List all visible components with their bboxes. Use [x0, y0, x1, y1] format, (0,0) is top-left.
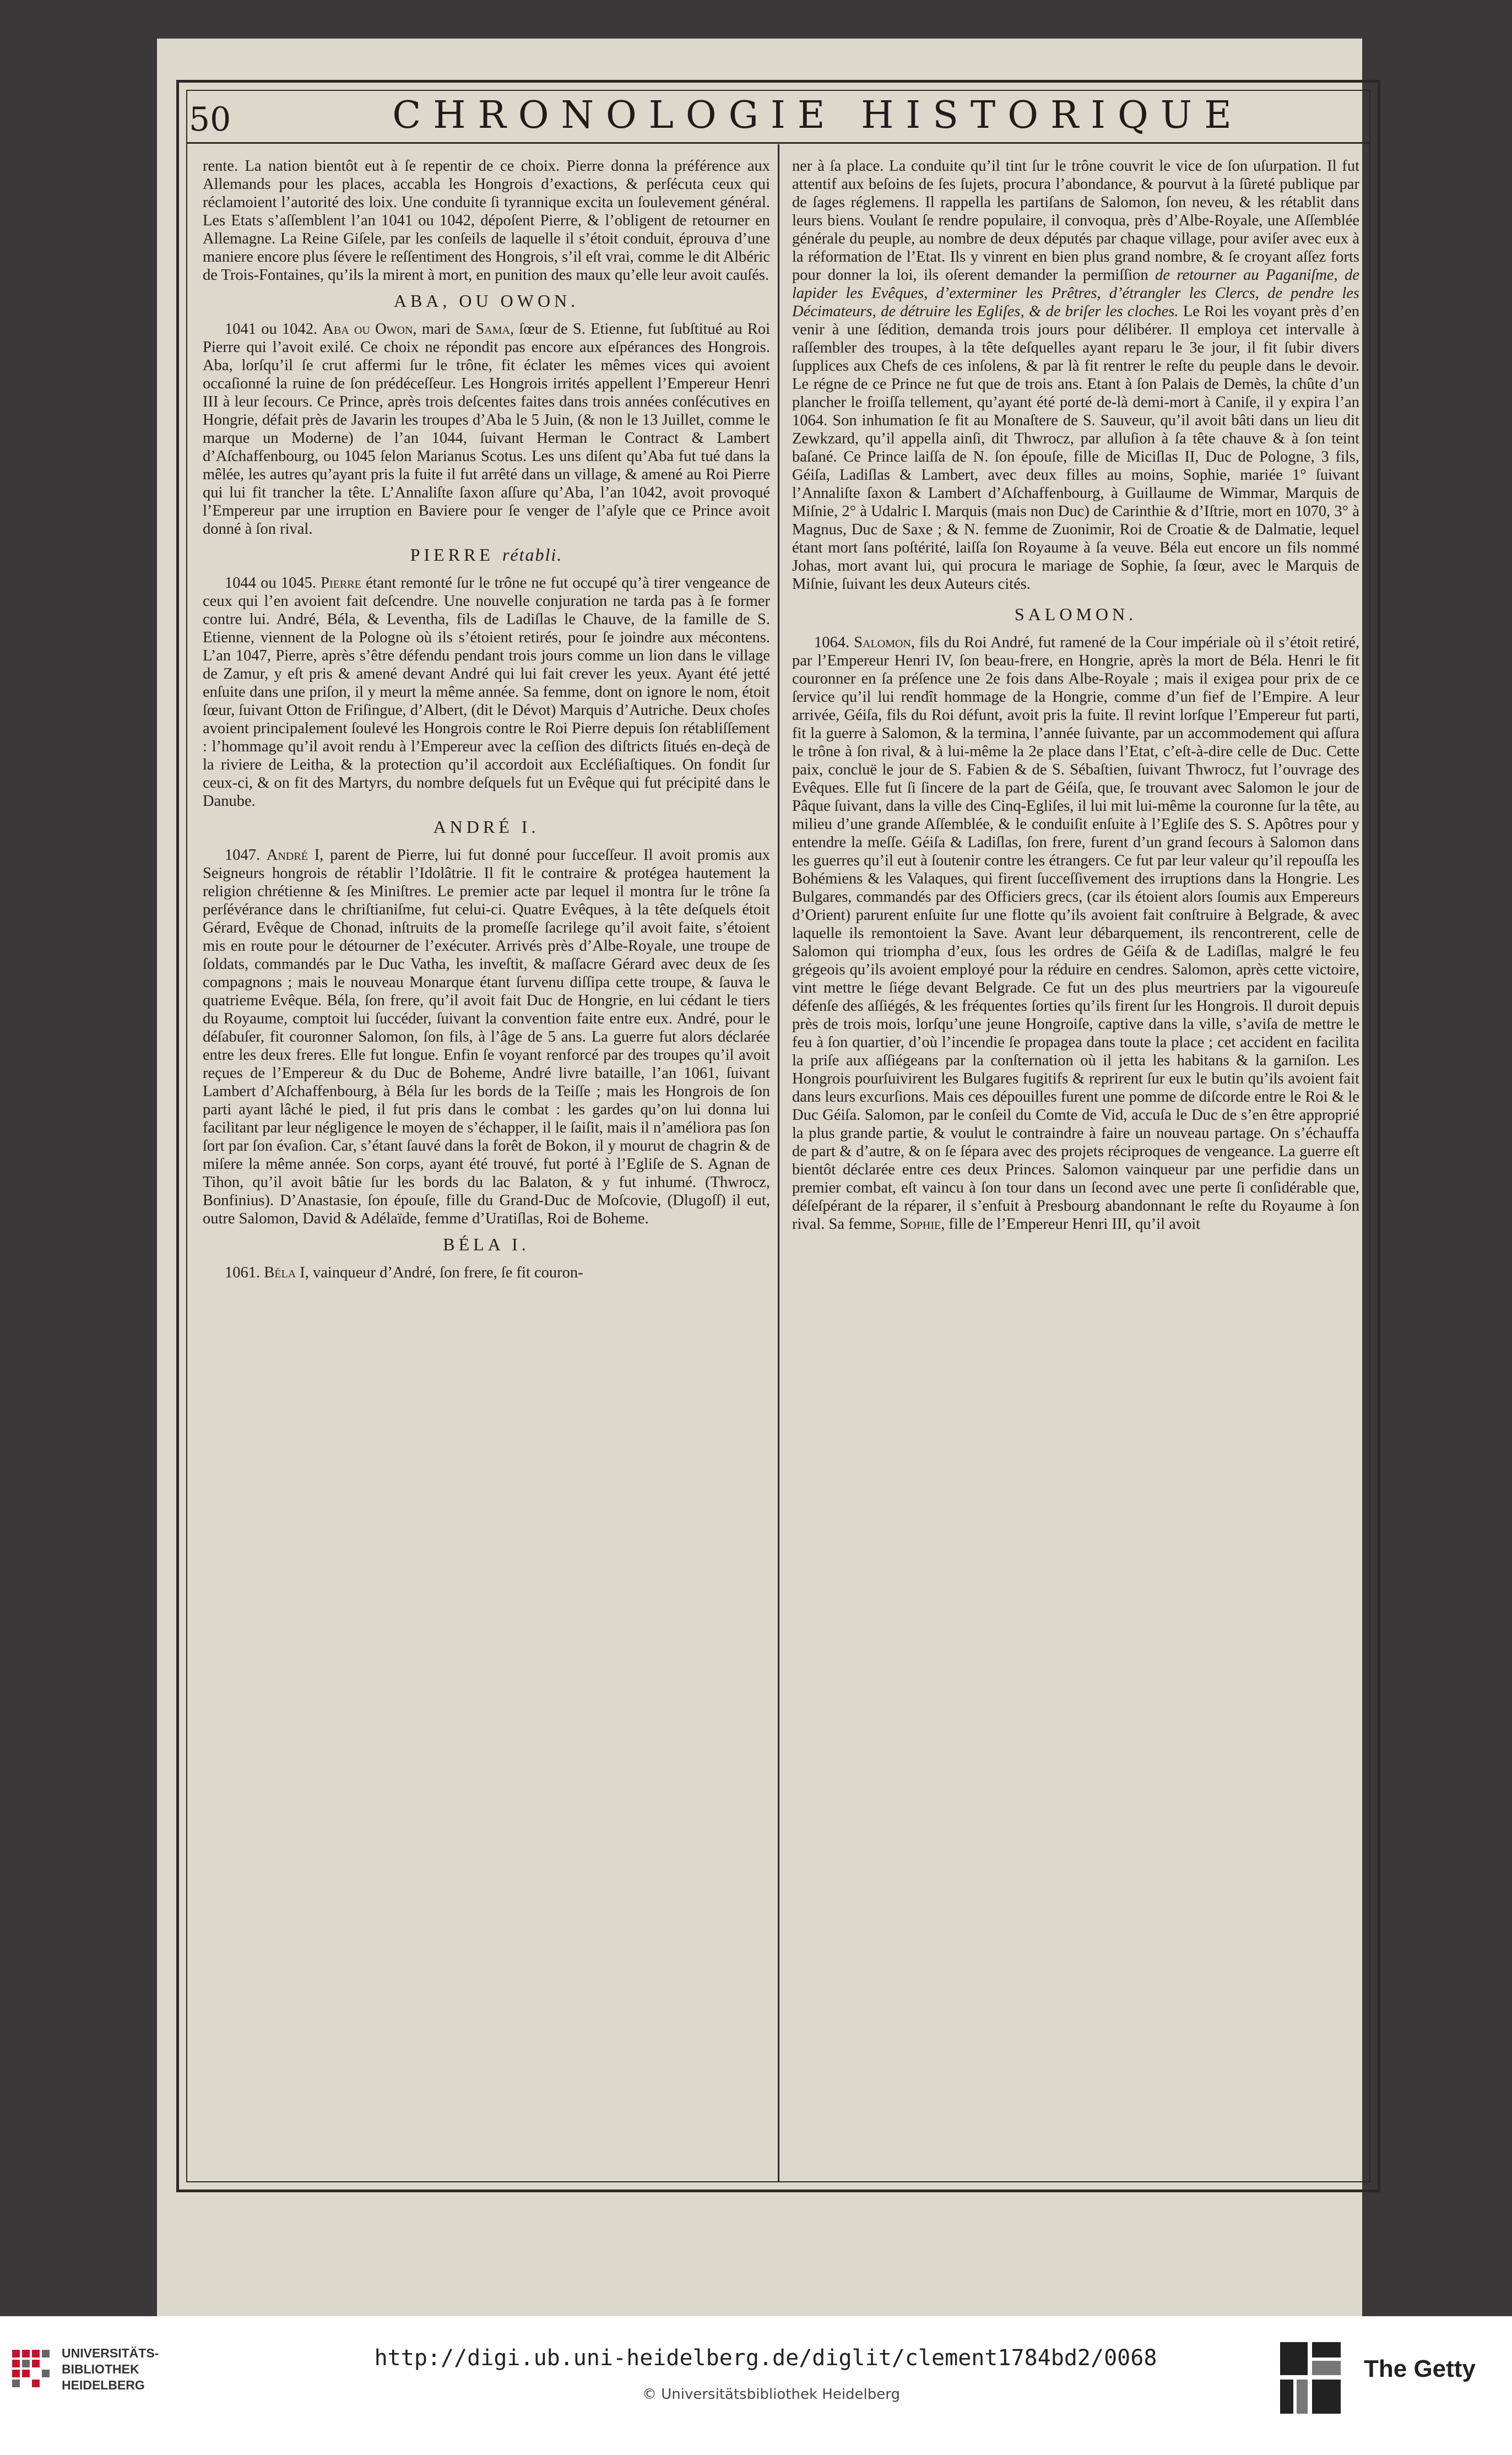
- paragraph-text-end: Le Roi les voyant près d’en venir à une ſédition, demanda trois jours pour délibérer. Il employa cet intervalle à raſſembler des troupes, à la tête deſquelles ayant reparu le 3e jour, il fit ſubir divers ſupplices aux Chefs de ces inſolens, & par là fit rentrer le reſte du peuple dans le devoir. Le régne de ce Prince ne fut que de trois ans. Etant à ſon Palais de Demès, la chûte d’un plancher le froiſſa tellement, qu’ayant été porté de-là demi-mort à Caniſe, il y expira l’an 1064. Son inhumation ſe fit au Monaſtere de S. Sauveur, qu’il avoit bâti dans un lieu dit Zewkzard, qu’il appella ainſi, dit Thwrocz, par alluſion à ſa tête chauve & à ſon teint baſané. Ce Prince laiſſa de N. ſon épouſe, fille de Miciſlas II, Duc de Pologne, 3 fils, Géiſa, Ladiſlas & Lambert, avec deux filles au moins, Sophie, mariée 1° ſuivant l’Annaliſte ſaxon & Lambert d’Aſchaffenbourg, à Guillaume de Wimmar, Marquis de Miſnie, 2° à Udalric I. Marquis (mais non Duc) de Carinthie & d’Iſtrie, mort en 1070, 3° à Magnus, Duc de Saxe ; & N. femme de Zuonimir, Roi de Croatie & de Dalmatie, lequel étant mort ſans poſtérité, laiſſa ſon Royaume à ſa veuve. Béla eut encore un fils nommé Johas, mort avant lui, qui procura le mariage de Sophie, ſa ſœur, avec le Marquis de Miſnie, ſuivant les deux Auteurs cités.: [792, 303, 1360, 593]
- paragraph-intro: rente. La nation bientôt eut à ſe repentir de ce choix. Pierre donna la préférence aux Allemands pour les places, accabla les Hongrois d’exactions, & perſécuta ceux qui réclamoient l’autorité des loix. Une conduite ſi tyrannique excita un ſoulevement général. Les Etats s’aſſemblent l’an 1041 ou 1042, dépoſent Pierre, & l’obligent de retourner en Allemagne. La Reine Giſele, par les conſeils de laquelle il s’étoit conduit, éprouva d’une maniere encore plus ſévere le reſſentiment des Hongrois, s’il eſt vrai, comme le dit Albéric de Trois-Fontaines, qu’ils la mirent à mort, en punition des maux qu’elle leur avoit cauſés.: [203, 158, 770, 284]
- left-column: [203, 157, 770, 1282]
- paragraph-pierre: [203, 574, 770, 810]
- getty-name: The Getty: [1364, 2355, 1476, 2382]
- person-name: Sophie,: [899, 1216, 945, 1233]
- paragraph-text: fils du Roi André, fut ramené de la Cour impériale où il s’étoit retiré, par l’Empereur Henri IV, ſon beau-frere, en Hongrie, après la mort de Béla. Henri le fit couronner en ſa préſence une 2e fois dans Albe-Royale ; mais il exigea pour prix de ce ſervice qu’il lui rendît hommage de la Hongrie, comme d’un fief de l’Empire. A leur arrivée, Géiſa, fils du Roi défunt, avoit pris la fuite. Il revint lorſque l’Empereur fut parti, fit la guerre à Salomon, & la termina, l’année ſuivante, par un accommodement qui aſſura le trône à ſon rival, & à lui-même la 2e place dans l’Etat, c’eſt-à-dire celle de Duc. Cette paix, concluë le jour de S. Fabien & de S. Sébaſtien, ſuivant Thwrocz, fut l’ouvrage des Evêques. Elle fut ſi ſincere de la part de Géiſa, que, ſe trouvant avec Salomon le jour de Pâque ſuivant, dans la ville des Cinq-Egliſes, il lui mit lui-même la couronne ſur la tête, au milieu d’une grande Aſſemblée, & le conduiſit enſuite à l’Egliſe des S. S. Apôtres pour y entendre la meſſe. Géiſa & Ladiſlas, ſon frere, furent d’un grand ſecours à Salomon dans les guerres qu’il eut à ſoutenir contre les étrangers. Ce fut par leur valeur qu’il repouſſa les Bohémiens & les Valaques, qui firent ſucceſſivement des irruptions dans la Hongrie. Les Bulgares, commandés par des Officiers grecs, (car ils étoient alors ſoumis aux Empereurs d’Orient) parurent enſuite ſur une flotte qu’ils avoient fait conſtruire à Belgrade, & avec laquelle ils remontoient la Save. Avant leur débarquement, ils rencontrerent, celle de Salomon qui triompha d’eux, ſous les ordres de Géiſa & de Ladiſlas, malgré le feu grégeois qu’ils avoient employé pour la réduire en cendres. Salomon, après cette victoire, vint mettre le ſiége devant Belgrade. Ce fut un des plus meurtriers par la vigoureuſe défenſe des aſſiégés, & les fréquentes ſorties qu’ils firent ſur les Hongrois. Il duroit depuis près de trois mois, lorſqu’une jeune Hongroiſe, captive dans la ville, s’aviſa de mettre le feu à ſon quartier, d’où l’incendie ſe propagea dans toute la place ; cet accident en facilita la priſe aux aſſiégeans par la conſternation où il jetta les habitans & la garniſon. Les Hongrois pourſuivirent les Bulgares fugitifs & reprirent ſur eux le butin qu’ils avoient fait dans leurs excurſions. Mais ces dépouilles furent une pomme de diſcorde entre le Roi & le Duc Géiſa. Salomon, par le conſeil du Comte de Vid, accuſa le Duc de s’en être approprié la plus grande partie, & voulut le contraindre à faire un nouveau partage. On s’échauffa de part & d’autre, & on ſe ſépara avec des projets réciproques de vengeance. La guerre eſt bientôt déclarée entre ces deux Princes. Salomon vainqueur par une perfidie dans un premier combat, eſt vaincu à ſon tour dans un ſecond avec une perte ſi conſidérable que, déſeſpérant de la réparer, il s’enfuit à Presbourg abandonnant le reſte du Royaume à ſon rival. Sa femme,: [792, 634, 1359, 1233]
- paragraph-text-end: fille de l’Empereur Henri III, qu’il avoit: [949, 1216, 1201, 1233]
- getty-logo-icon: [1277, 2339, 1344, 2417]
- italic-quote: de retourner au Paganiſme, de lapider les Evêques, d’exterminer les Prêtres, d’étrangler les Clercs, de pendre les Décimateurs, de détruire les Egliſes, & de briſer les cloches.: [792, 267, 1360, 320]
- paragraph-text: ner à ſa place. La conduite qu’il tint ſur le trône couvrit le vice de ſon uſurpation. Il fut attentif aux beſoins de ſes ſujets, procura l’abondance, & pourvut à la ſûreté publique par de ſages réglemens. Il rappella les partiſans de Salomon, ſon neveu, & les rétablit dans leurs biens. Voulant ſe rendre populaire, il convoqua, près d’Albe-Royale, une Aſſemblée générale du peuple, au nombre de deux députés par chaque village, pour aviſer avec eux à la réformation de l’Etat. Ils y vinrent en bien plus grand nombre, & ſe croyant aſſez forts pour donner la loi, ils oſerent demander la permiſſion: [792, 158, 1359, 284]
- year-label: 1044 ou 1045.: [225, 575, 316, 592]
- university-library-name: [62, 2345, 159, 2393]
- heading-text: PIERRE: [410, 545, 494, 565]
- person-name: Sama,: [475, 321, 514, 338]
- paragraph-text: étant remonté ſur le trône ne fut occupé qu’à tirer vengeance de ceux qui l’en avoient fait deſcendre. Une nouvelle conjuration ne tarda pas à ſe former contre lui. André, Béla, & Leventha, fils de Ladiſlas le Chauve, de la famille de S. Etienne, viennent de la Pologne où ils s’étoient retirés, pour ſe joindre aux mécontens. L’an 1047, Pierre, après s’être défendu pendant trois jours comme un lion dans le village de Zamur, y eſt pris & amené devant André qui lui fait crever les yeux. Ayant été jetté enſuite dans une priſon, il y meurt la même année. Sa femme, dont on ignore le nom, étoit ſœur, ſuivant Otton de Friſingue, d’Albert, (dit le Dévot) Marquis d’Autriche. Deux choſes avoient principalement ſoulevé les Hongrois contre le Roi Pierre depuis ſon rétabliſſement : l’hommage qu’il avoit rendu à l’Empereur avec la ceſſion des diſtricts ſitués en-deçà de la riviere de Leitha, & la protection qu’il accordoit aux Eccléſiaſtiques. On fondit ſur ceux-ci, & on fit des Martyrs, du nombre deſquels fut un Evêque qui fut précipité dans le Danube.: [203, 575, 771, 810]
- ruler-name: Salomon,: [854, 634, 915, 651]
- section-heading-salomon: SALOMON.: [1014, 604, 1137, 624]
- copyright-notice: © Universitätsbibliothek Heidelberg: [642, 2386, 900, 2403]
- section-heading-andre: ANDRÉ I.: [433, 817, 540, 837]
- university-library-logo-icon: [10, 2348, 53, 2391]
- ruler-name: Pierre: [321, 575, 361, 592]
- right-column: [792, 157, 1359, 1233]
- section-heading-pierre: [203, 546, 770, 564]
- year-label: 1061.: [225, 1264, 261, 1281]
- ruler-name: Aba ou Owon,: [322, 321, 417, 338]
- section-heading-bela: BÉLA I.: [443, 1234, 530, 1254]
- year-label: 1041 ou 1042.: [225, 321, 318, 338]
- library-name-line: BIBLIOTHEK: [62, 2362, 139, 2376]
- paragraph-bela: [203, 1264, 770, 1282]
- page-number: 50: [189, 100, 231, 139]
- paragraph-text: I, parent de Pierre, lui fut donné pour ſucceſſeur. Il avoit promis aux Seigneurs hongrois de rétablir l’Idolâtrie. Il fit le contraire & protégea hautement la religion chrétienne & ſes Miniſtres. Le premier acte par lequel il montra ſur le trône ſa perſévérance dans le chriſtianiſme, fut celui-ci. Quatre Evêques, à la tête deſquels étoit Gérard, Evêque de Chonad, inſtruits de la promeſſe ſacrilege qu’il avoit faite, s’étoient mis en route pour le détourner de l’exécuter. Arrivés près d’Albe-Royale, une troupe de ſoldats, commandés par le Duc Vatha, les inveſtit, & maſſacre Gérard avec deux de ſes compagnons ; mais le nouveau Monarque étant ſurvenu diſſipa cette troupe, & ſauva le quatrieme Evêque. Béla, ſon frere, qu’il avoit fait Duc de Hongrie, en lui cédant le tiers du Royaume, comptoit lui ſuccéder, ſuivant la convention faite entre eux. André, pour le déſabuſer, fit couronner Salomon, ſon fils, à l’âge de 5 ans. La guerre fut alors déclarée entre les deux freres. Elle fut longue. Enfin ſe voyant renforcé par des troupes qu’il avoit reçues de l’Empereur & du Duc de Boheme, André livre bataille, l’an 1061, ſuivant Lambert d’Aſchaffenbourg, à Béla ſur les bords de la Teiſſe ; mais les Hongrois de ſon parti ayant lâché le pied, il fut pris dans le combat : les gardes qu’on lui donna lui facilitant par leur négligence le moyen de s’échapper, il le ſaiſit, mais il n’améliora pas ſon ſort par ſon évaſion. Car, s’étant ſauvé dans la forêt de Bokon, il y mourut de chagrin & de miſere la même année. Son corps, ayant été trouvé, fut porté à l’Egliſe de S. Agnan de Tihon, qu’il avoit bâtie ſur les bords du lac Balaton, & y fut inhumé. (Thwrocz, Bonfinius). D’Anastasie, ſon épouſe, fille du Grand-Duc de Moſcovie, (Dlugoſſ) il eut, outre Salomon, David & Adélaïde, femme d’Uratiſlas, Roi de Boheme.: [203, 847, 771, 1227]
- year-label: 1064.: [814, 634, 850, 651]
- ruler-name: André: [266, 847, 308, 864]
- heading-suffix: rétabli.: [502, 545, 563, 565]
- paragraph-aba: [203, 320, 770, 538]
- library-name-line: HEIDELBERG: [62, 2378, 145, 2392]
- paragraph-salomon: [792, 633, 1359, 1233]
- column-divider: [778, 144, 779, 2182]
- paragraph-bela-continued: [792, 157, 1359, 593]
- permalink-url[interactable]: http://digi.ub.uni-heidelberg.de/diglit/clement1784bd2/0068: [374, 2345, 1157, 2371]
- header-rule: [186, 142, 1370, 144]
- page-title: CHRONOLOGIE HISTORIQUE: [392, 94, 1244, 137]
- paragraph-text: I, vainqueur d’André, ſon frere, ſe fit couron-: [300, 1264, 583, 1281]
- year-label: 1047.: [225, 847, 261, 864]
- section-heading-aba: ABA, OU OWON.: [393, 291, 579, 311]
- paragraph-andre: [203, 846, 770, 1228]
- library-name-line: UNIVERSITÄTS-: [62, 2346, 159, 2360]
- paragraph-aba-text: mari de Sama, ſœur de S. Etienne, fut ſubſtitué au Roi Pierre qui l’avoit exilé. Ce choix ne répondit pas encore aux eſpérances des Hongrois. Aba, lorſqu’il ſe crut affermi ſur le trône, fit éclater les mêmes vices qui avoient occaſionné la ruine de ſon prédéceſſeur. Les Hongrois irrités appellent l’Empereur Henri III à leur ſecours. Ce Prince, après trois deſcentes faites dans trois années conſécutives en Hongrie, défait près de Javarin les troupes d’Aba le 5 Juin, (& non le 13 Juillet, comme le marque un Moderne) de l’an 1044, ſuivant Herman le Contract & Lambert d’Aſchaffenbourg, ou 1045 ſelon Marianus Scotus. Les uns diſent qu’Aba fut tué dans la mêlée, les autres qu’ayant pris la fuite il fut arrêté dans un village, & amené au Roi Pierre qui lui fit trancher la tête. L’Annaliſte ſaxon aſſure qu’Aba, l’an 1042, avoit provoqué l’Empereur par une irruption en Baviere pour ſe venger de l’aſyle que ce Prince avoit donné à ſon rival.: [203, 321, 771, 538]
- ruler-name: Béla: [264, 1264, 296, 1281]
